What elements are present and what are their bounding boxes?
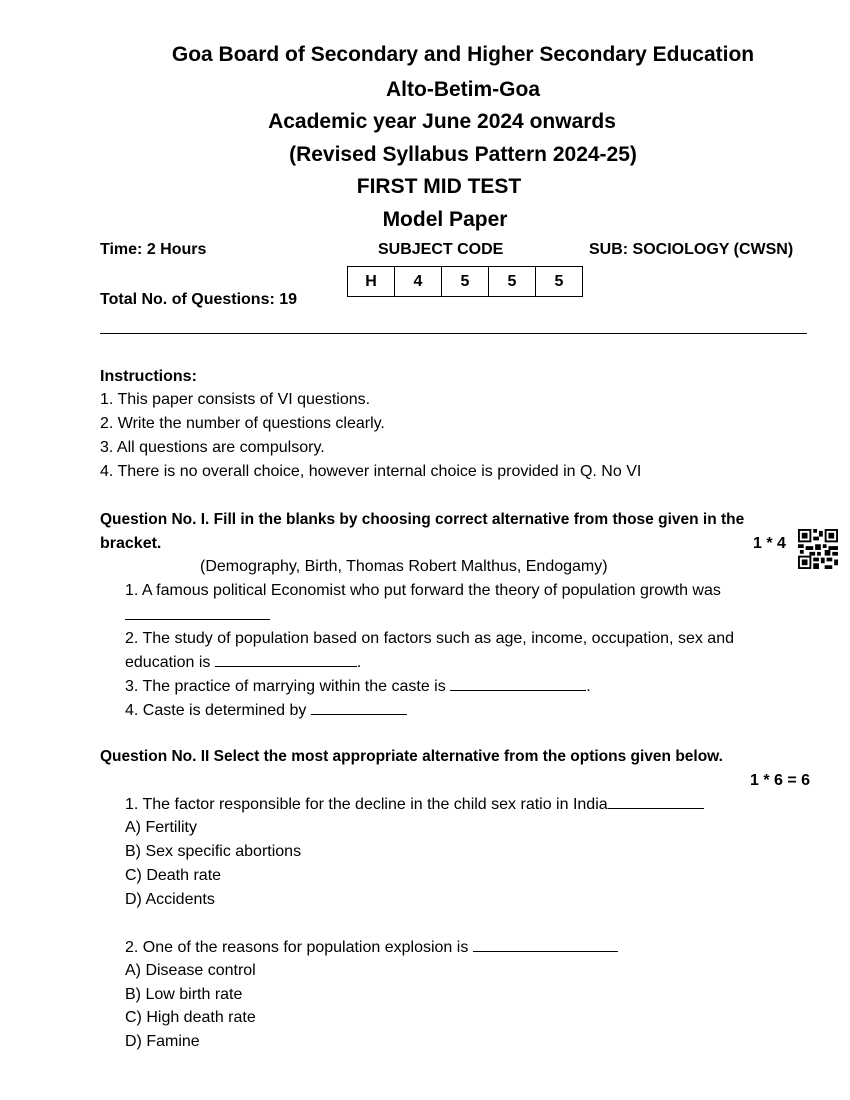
- option: A) Fertility: [125, 819, 197, 836]
- q1-item-text: 3. The practice of marrying within the caste is: [125, 678, 446, 695]
- answer-blank: [450, 676, 586, 691]
- code-cell: H: [348, 267, 395, 296]
- option: D) Famine: [125, 1033, 200, 1050]
- test-name: FIRST MID TEST: [356, 175, 522, 198]
- q1-options: (Demography, Birth, Thomas Robert Malthus, Endogamy): [200, 558, 608, 575]
- code-cell: 5: [442, 267, 489, 296]
- divider: [100, 333, 807, 334]
- question-text: 1. The factor responsible for the decline in the child sex ratio in India: [125, 796, 608, 813]
- q1-title-cont: bracket.: [100, 535, 162, 552]
- subject: SUB: SOCIOLOGY (CWSN): [589, 241, 794, 258]
- q2-question: [125, 937, 618, 958]
- code-cell: 5: [554, 273, 564, 290]
- instructions-title: Instructions:: [100, 368, 197, 385]
- q1-item-line: [125, 676, 591, 697]
- answer-blank: [608, 794, 704, 809]
- academic-year: Academic year June 2024 onwards: [268, 110, 616, 133]
- instruction: 1. This paper consists of VI questions.: [100, 391, 371, 408]
- instruction: 4. There is no overall choice, however internal choice is provided in Q. No VI: [100, 463, 642, 480]
- syllabus-pattern: (Revised Syllabus Pattern 2024-25): [289, 143, 637, 166]
- instruction: 3. All questions are compulsory.: [100, 439, 325, 456]
- instruction: 2. Write the number of questions clearly.: [100, 415, 385, 432]
- subject-code-label: SUBJECT CODE: [378, 241, 504, 258]
- q2-marks: 1 * 6 = 6: [750, 772, 811, 789]
- option: D) Accidents: [125, 891, 215, 908]
- answer-blank: [473, 937, 618, 952]
- code-cell: 4: [395, 267, 442, 296]
- time: Time: 2 Hours: [100, 241, 207, 258]
- answer-blank: [311, 700, 407, 715]
- option: B) Low birth rate: [125, 986, 243, 1003]
- answer-blank-line: [125, 605, 270, 626]
- answer-blank: [215, 652, 357, 667]
- q1-item: 2. The study of population based on factors such as age, income, occupation, sex and: [125, 630, 734, 647]
- subject-code-boxes: [347, 266, 583, 297]
- q1-item-text: education is: [125, 654, 211, 671]
- q2-title: Question No. II Select the most appropriate alternative from the options given below.: [100, 748, 723, 765]
- paper-type: Model Paper: [382, 208, 508, 231]
- period: .: [356, 654, 362, 671]
- q1-item: 1. A famous political Economist who put forward the theory of population growth was: [125, 582, 721, 599]
- option: B) Sex specific abortions: [125, 843, 302, 860]
- period: .: [586, 678, 591, 695]
- total-questions: Total No. of Questions: 19: [100, 291, 298, 308]
- q1-item-line: [125, 700, 407, 721]
- board-title: Goa Board of Secondary and Higher Secondary Education: [171, 43, 755, 66]
- question-text: 2. One of the reasons for population explosion is: [125, 939, 469, 956]
- qr-code-icon: [798, 528, 838, 570]
- option: A) Disease control: [125, 962, 256, 979]
- code-cell: 5: [489, 267, 536, 296]
- option: C) High death rate: [125, 1009, 256, 1026]
- q1-title: Question No. I. Fill in the blanks by choosing correct alternative from those given in the: [100, 511, 745, 528]
- q1-marks: 1 * 4: [753, 535, 786, 552]
- q1-item-text: 4. Caste is determined by: [125, 702, 307, 719]
- location: Alto-Betim-Goa: [386, 78, 540, 101]
- q1-item-line: [125, 652, 361, 673]
- q2-question: [125, 794, 704, 815]
- option: C) Death rate: [125, 867, 222, 884]
